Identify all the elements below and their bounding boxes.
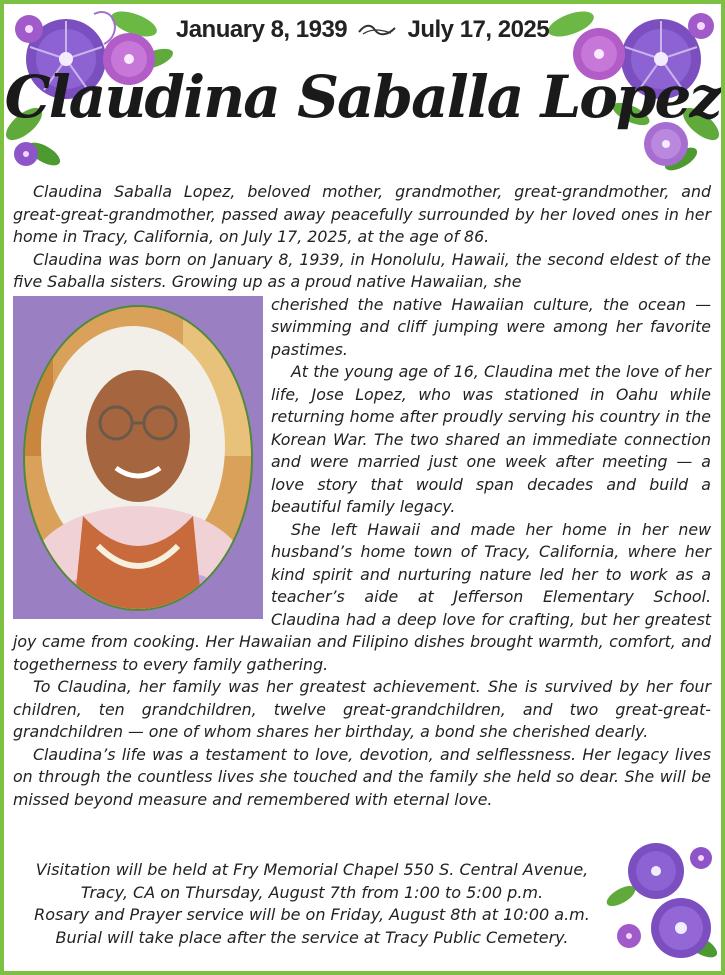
paragraph: Claudina Saballa Lopez, beloved mother, grandmother, great-grandmother, and great-great-grandmother, passed away peacefully surrounded by her loved ones in her home in Tracy, California, on July 17, 2025, at the age of 86. — [13, 182, 711, 246]
paragraph: Claudina’s life was a testament to love, devotion, and selflessness. Her legacy lives on through the countless lives she touched and the family she held so dear. She will be missed beyond measure and remembered with eternal love. — [13, 744, 711, 809]
paragraph: She left Hawaii and made her home in her new husband’s home town of Tracy, California, where her kind spirit and nurturing nature led her to work as a teacher’s aide at Jefferson Elementary School. Claudina had a deep love for crafting, but her greatest joy came from cooking. Her Hawaiian and Filipino dishes brought warmth, comfort, and togetherness to every family gathering. — [13, 519, 711, 674]
paragraph: To Claudina, her family was her greatest achievement. She is survived by her four children, ten grandchildren, twelve great-grandchildren, and two great-great-grandchildren — one of whom shares her birthday, a bond she cherished dearly. — [13, 677, 711, 741]
paragraph-continued: cherished the native Hawaiian culture, the ocean — swimming and cliff jumping were among her favorite pastimes. — [271, 294, 711, 359]
obituary-body — [13, 181, 711, 811]
paragraph: Claudina was born on January 8, 1939, in Honolulu, Hawaii, the second eldest of the five Saballa sisters. Growing up as a proud native Hawaiian, she — [13, 249, 711, 291]
small-flower-icon — [617, 924, 641, 948]
deceased-name: Claudina Saballa Lopez — [4, 63, 721, 131]
small-flower-icon — [690, 847, 712, 869]
swirl-divider-icon — [357, 24, 397, 38]
portrait-image — [13, 296, 263, 619]
rosary-line: Rosary and Prayer service will be on Friday, August 8th at 10:00 a.m. — [34, 905, 590, 924]
visitation-line: Tracy, CA on Thursday, August 7th from 1:00 to 5:00 p.m. — [80, 882, 544, 902]
morning-glory-flower-icon — [651, 898, 711, 958]
small-flower-icon — [14, 142, 38, 166]
portrait-photo — [13, 296, 263, 619]
life-dates — [4, 16, 721, 44]
death-date: July 17, 2025 — [407, 16, 550, 43]
service-details — [12, 859, 612, 949]
paragraph: At the young age of 16, Claudina met the love of her life, Jose Lopez, who was stationed in Oahu while returning home after proudly serving his country in the Korean War. The two shared an immediate connection and were married just one week after meeting — a love story that would span decades and build a beautiful family legacy. — [271, 362, 711, 516]
burial-line: Burial will take place after the service at Tracy Public Cemetery. — [55, 927, 569, 947]
birth-date: January 8, 1939 — [175, 16, 348, 43]
flower-decoration-bottom-right — [601, 836, 721, 971]
visitation-line: Visitation will be held at Fry Memorial Chapel 550 S. Central Avenue, — [35, 860, 589, 879]
morning-glory-flower-icon — [628, 843, 684, 899]
